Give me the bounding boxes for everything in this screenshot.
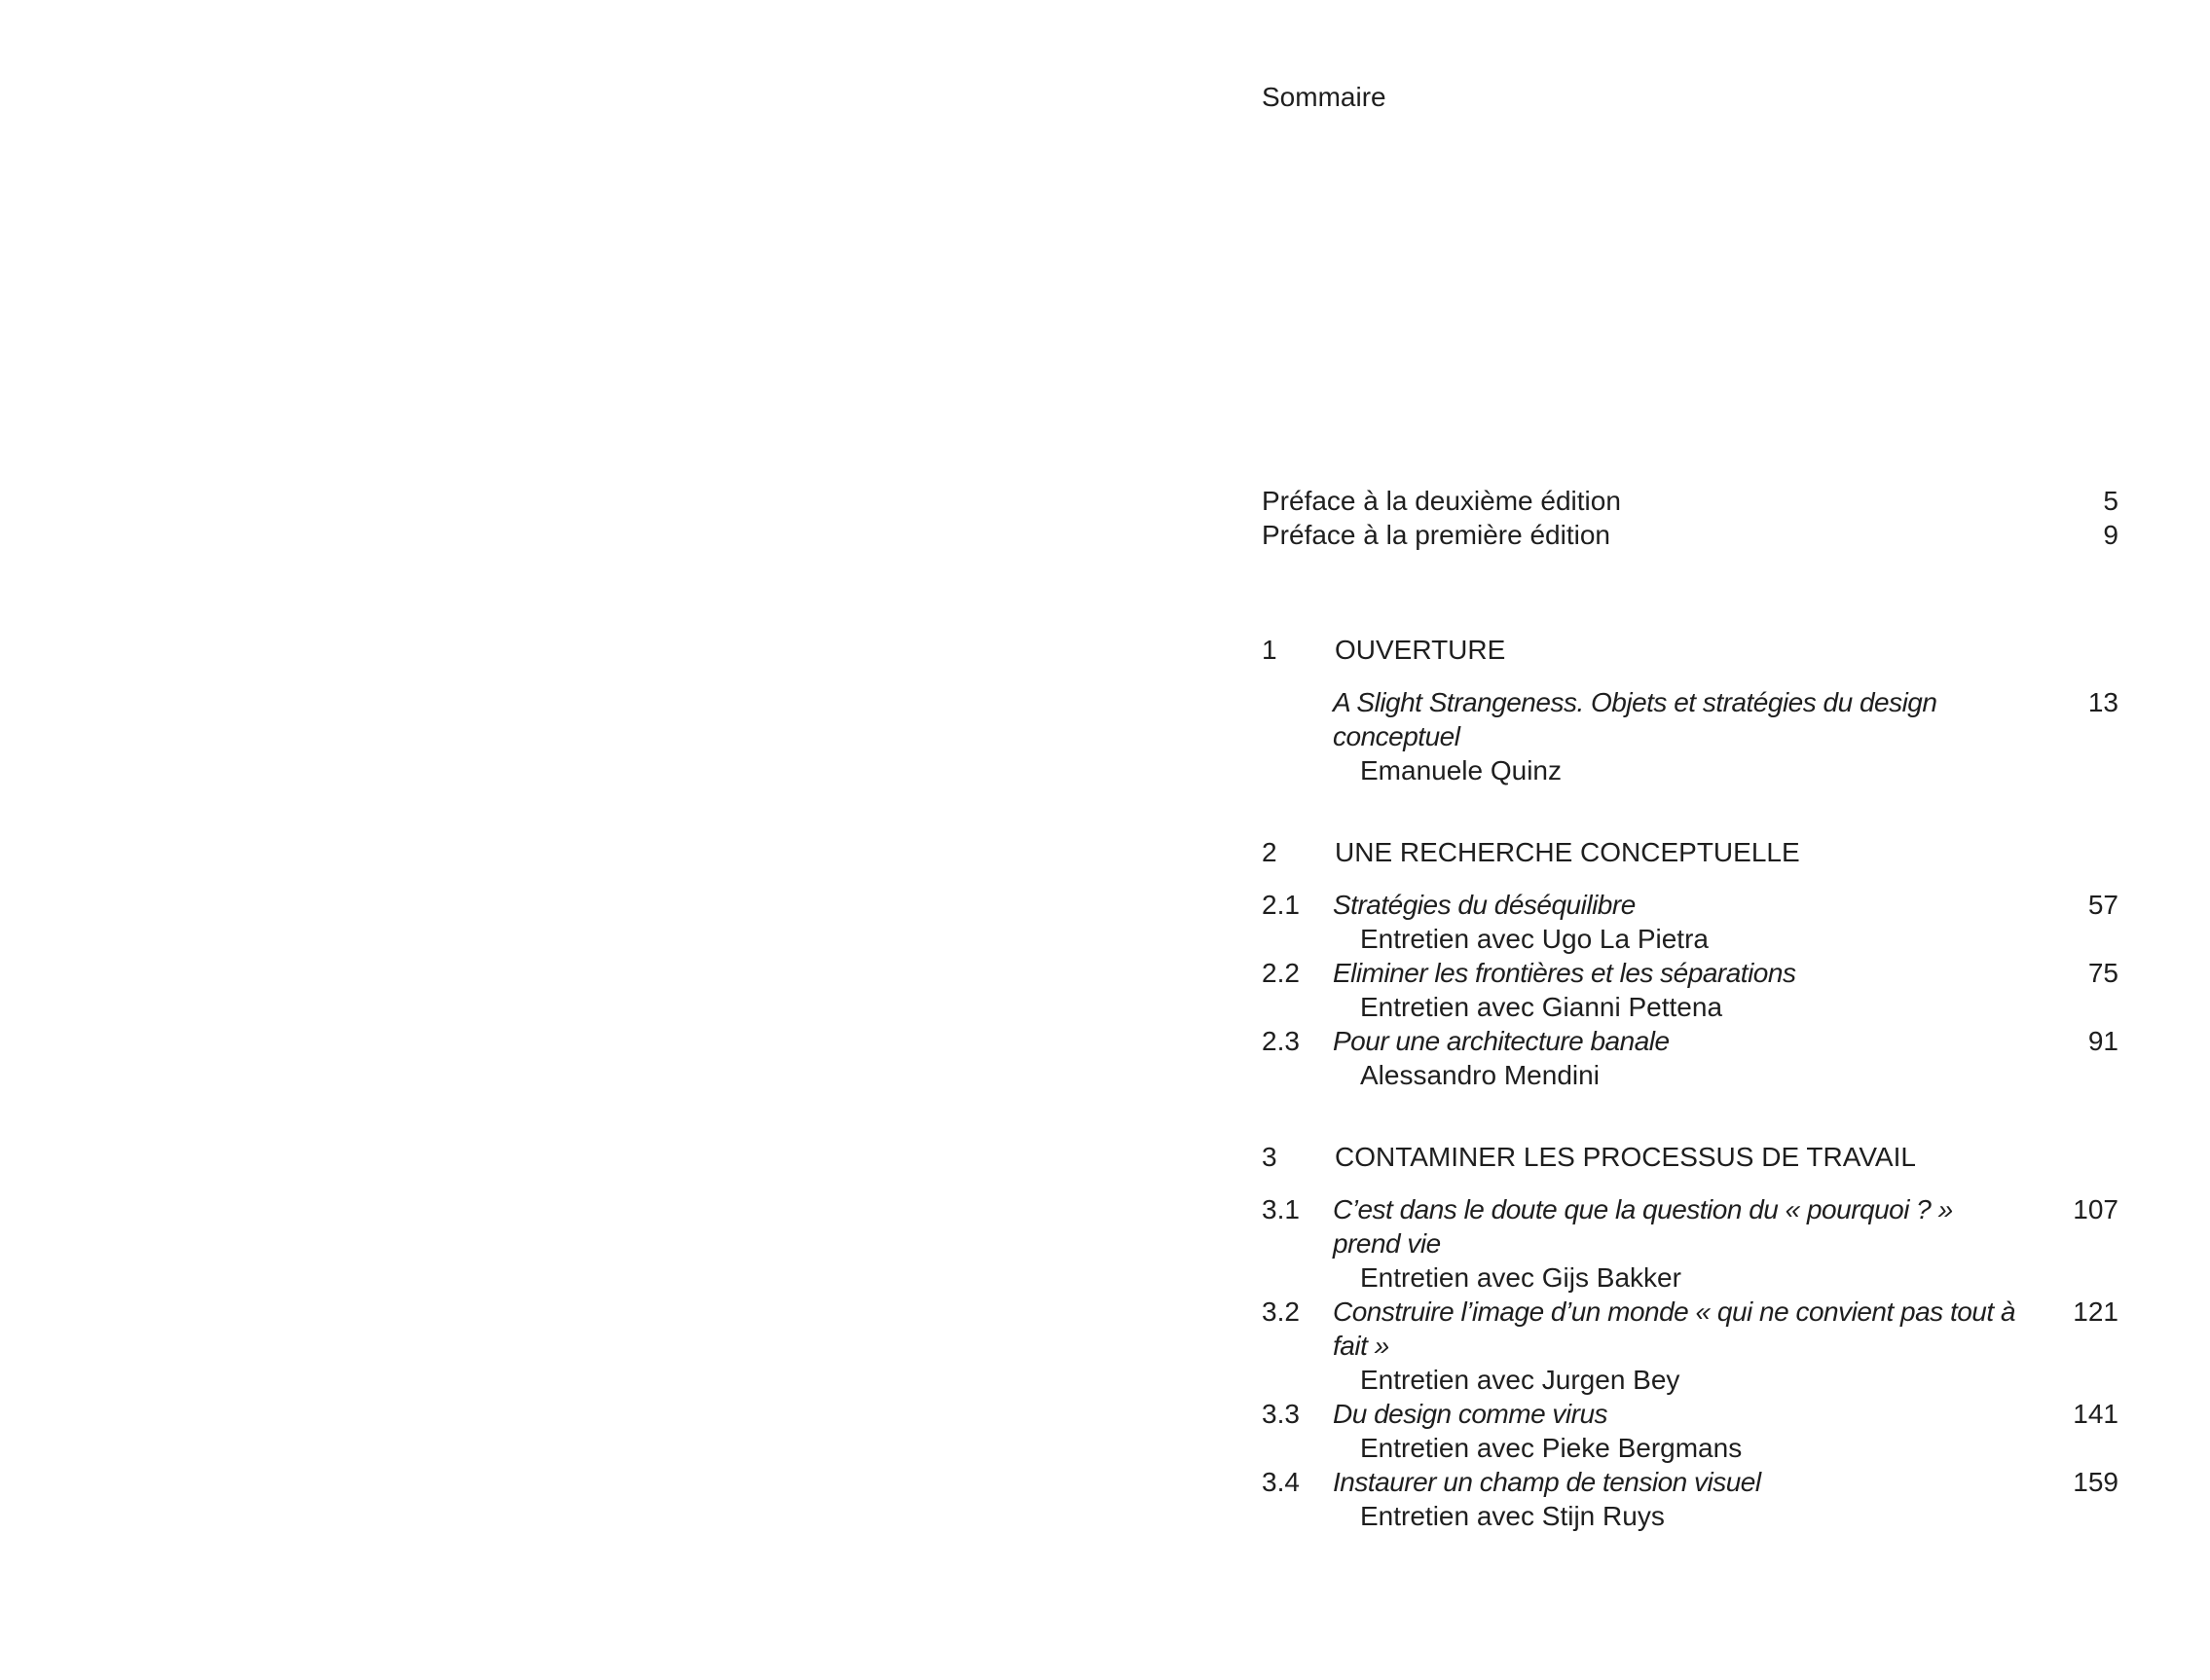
toc-entry (1262, 1024, 2118, 1092)
chapter-section (1262, 1138, 2118, 1533)
chapter-heading (1262, 1138, 2118, 1177)
chapter-section (1262, 833, 2118, 1092)
toc-entry (1262, 685, 2118, 787)
entry-number: 2.3 (1262, 1026, 1300, 1056)
entry-author: Entretien avec Gianni Pettena (1360, 992, 1723, 1022)
chapter-title: OUVERTURE (1335, 635, 1506, 665)
toc-entry (1262, 956, 2118, 1024)
toc-entry (1262, 1295, 2118, 1397)
chapter-title: CONTAMINER LES PROCESSUS DE TRAVAIL (1335, 1142, 1916, 1172)
chapter-heading (1262, 833, 2118, 872)
preface-row (1262, 484, 2118, 518)
table-of-contents-page (1262, 0, 2142, 1680)
preface-list (1262, 484, 2118, 552)
entry-title: Eliminer les frontières et les séparations (1333, 958, 1796, 988)
entry-author: Entretien avec Gijs Bakker (1360, 1262, 1681, 1293)
entry-number: 3.2 (1262, 1297, 1300, 1327)
entry-author: Entretien avec Stijn Ruys (1360, 1501, 1665, 1531)
page-number: 75 (2087, 958, 2118, 988)
chapter-entries (1262, 888, 2118, 1092)
entry-title: A Slight Strangeness. Objets et stratégies du design conceptuel (1333, 687, 1937, 751)
preface-row (1262, 518, 2118, 552)
entry-title: Pour une architecture banale (1333, 1026, 1670, 1056)
entry-number: 3.1 (1262, 1194, 1300, 1224)
page-number: 5 (2103, 486, 2118, 516)
entry-title: C’est dans le doute que la question du « pourquoi ? » prend vie (1333, 1194, 1953, 1259)
entry-number: 2.1 (1262, 890, 1300, 920)
toc-entry (1262, 1192, 2118, 1295)
page-number: 107 (2073, 1194, 2118, 1224)
entry-number: 2.2 (1262, 958, 1300, 988)
page-number: 9 (2103, 520, 2118, 550)
page-number: 121 (2073, 1297, 2118, 1327)
chapter-section (1262, 631, 2118, 787)
entry-author: Entretien avec Ugo La Pietra (1360, 924, 1709, 954)
entry-author: Alessandro Mendini (1360, 1060, 1600, 1090)
toc-entry (1262, 1397, 2118, 1465)
preface-title: Préface à la deuxième édition (1262, 486, 1621, 516)
entry-number: 3.4 (1262, 1467, 1300, 1497)
page-number: 91 (2087, 1026, 2118, 1056)
page-title: Sommaire (1262, 82, 1386, 112)
page-number: 141 (2073, 1399, 2118, 1429)
chapter-number: 2 (1262, 837, 1277, 867)
page-number: 13 (2087, 687, 2118, 717)
page-number: 159 (2073, 1467, 2118, 1497)
toc-entry (1262, 888, 2118, 956)
entry-title: Instaurer un champ de tension visuel (1333, 1467, 1761, 1497)
chapter-entries (1262, 1192, 2118, 1533)
entry-title: Construire l’image d’un monde « qui ne convient pas tout à fait » (1333, 1297, 2015, 1361)
entry-author: Entretien avec Jurgen Bey (1360, 1365, 1680, 1395)
chapter-title: UNE RECHERCHE CONCEPTUELLE (1335, 837, 1800, 867)
chapter-number: 3 (1262, 1142, 1277, 1172)
entry-number: 3.3 (1262, 1399, 1300, 1429)
chapter-number: 1 (1262, 635, 1277, 665)
page-number: 57 (2087, 890, 2118, 920)
preface-title: Préface à la première édition (1262, 520, 1610, 550)
entry-author: Entretien avec Pieke Bergmans (1360, 1433, 1743, 1463)
chapter-heading (1262, 631, 2118, 670)
entry-title: Du design comme virus (1333, 1399, 1608, 1429)
chapter-entries (1262, 685, 2118, 787)
entry-title: Stratégies du déséquilibre (1333, 890, 1636, 920)
entry-author: Emanuele Quinz (1360, 755, 1563, 785)
toc-entry (1262, 1465, 2118, 1533)
